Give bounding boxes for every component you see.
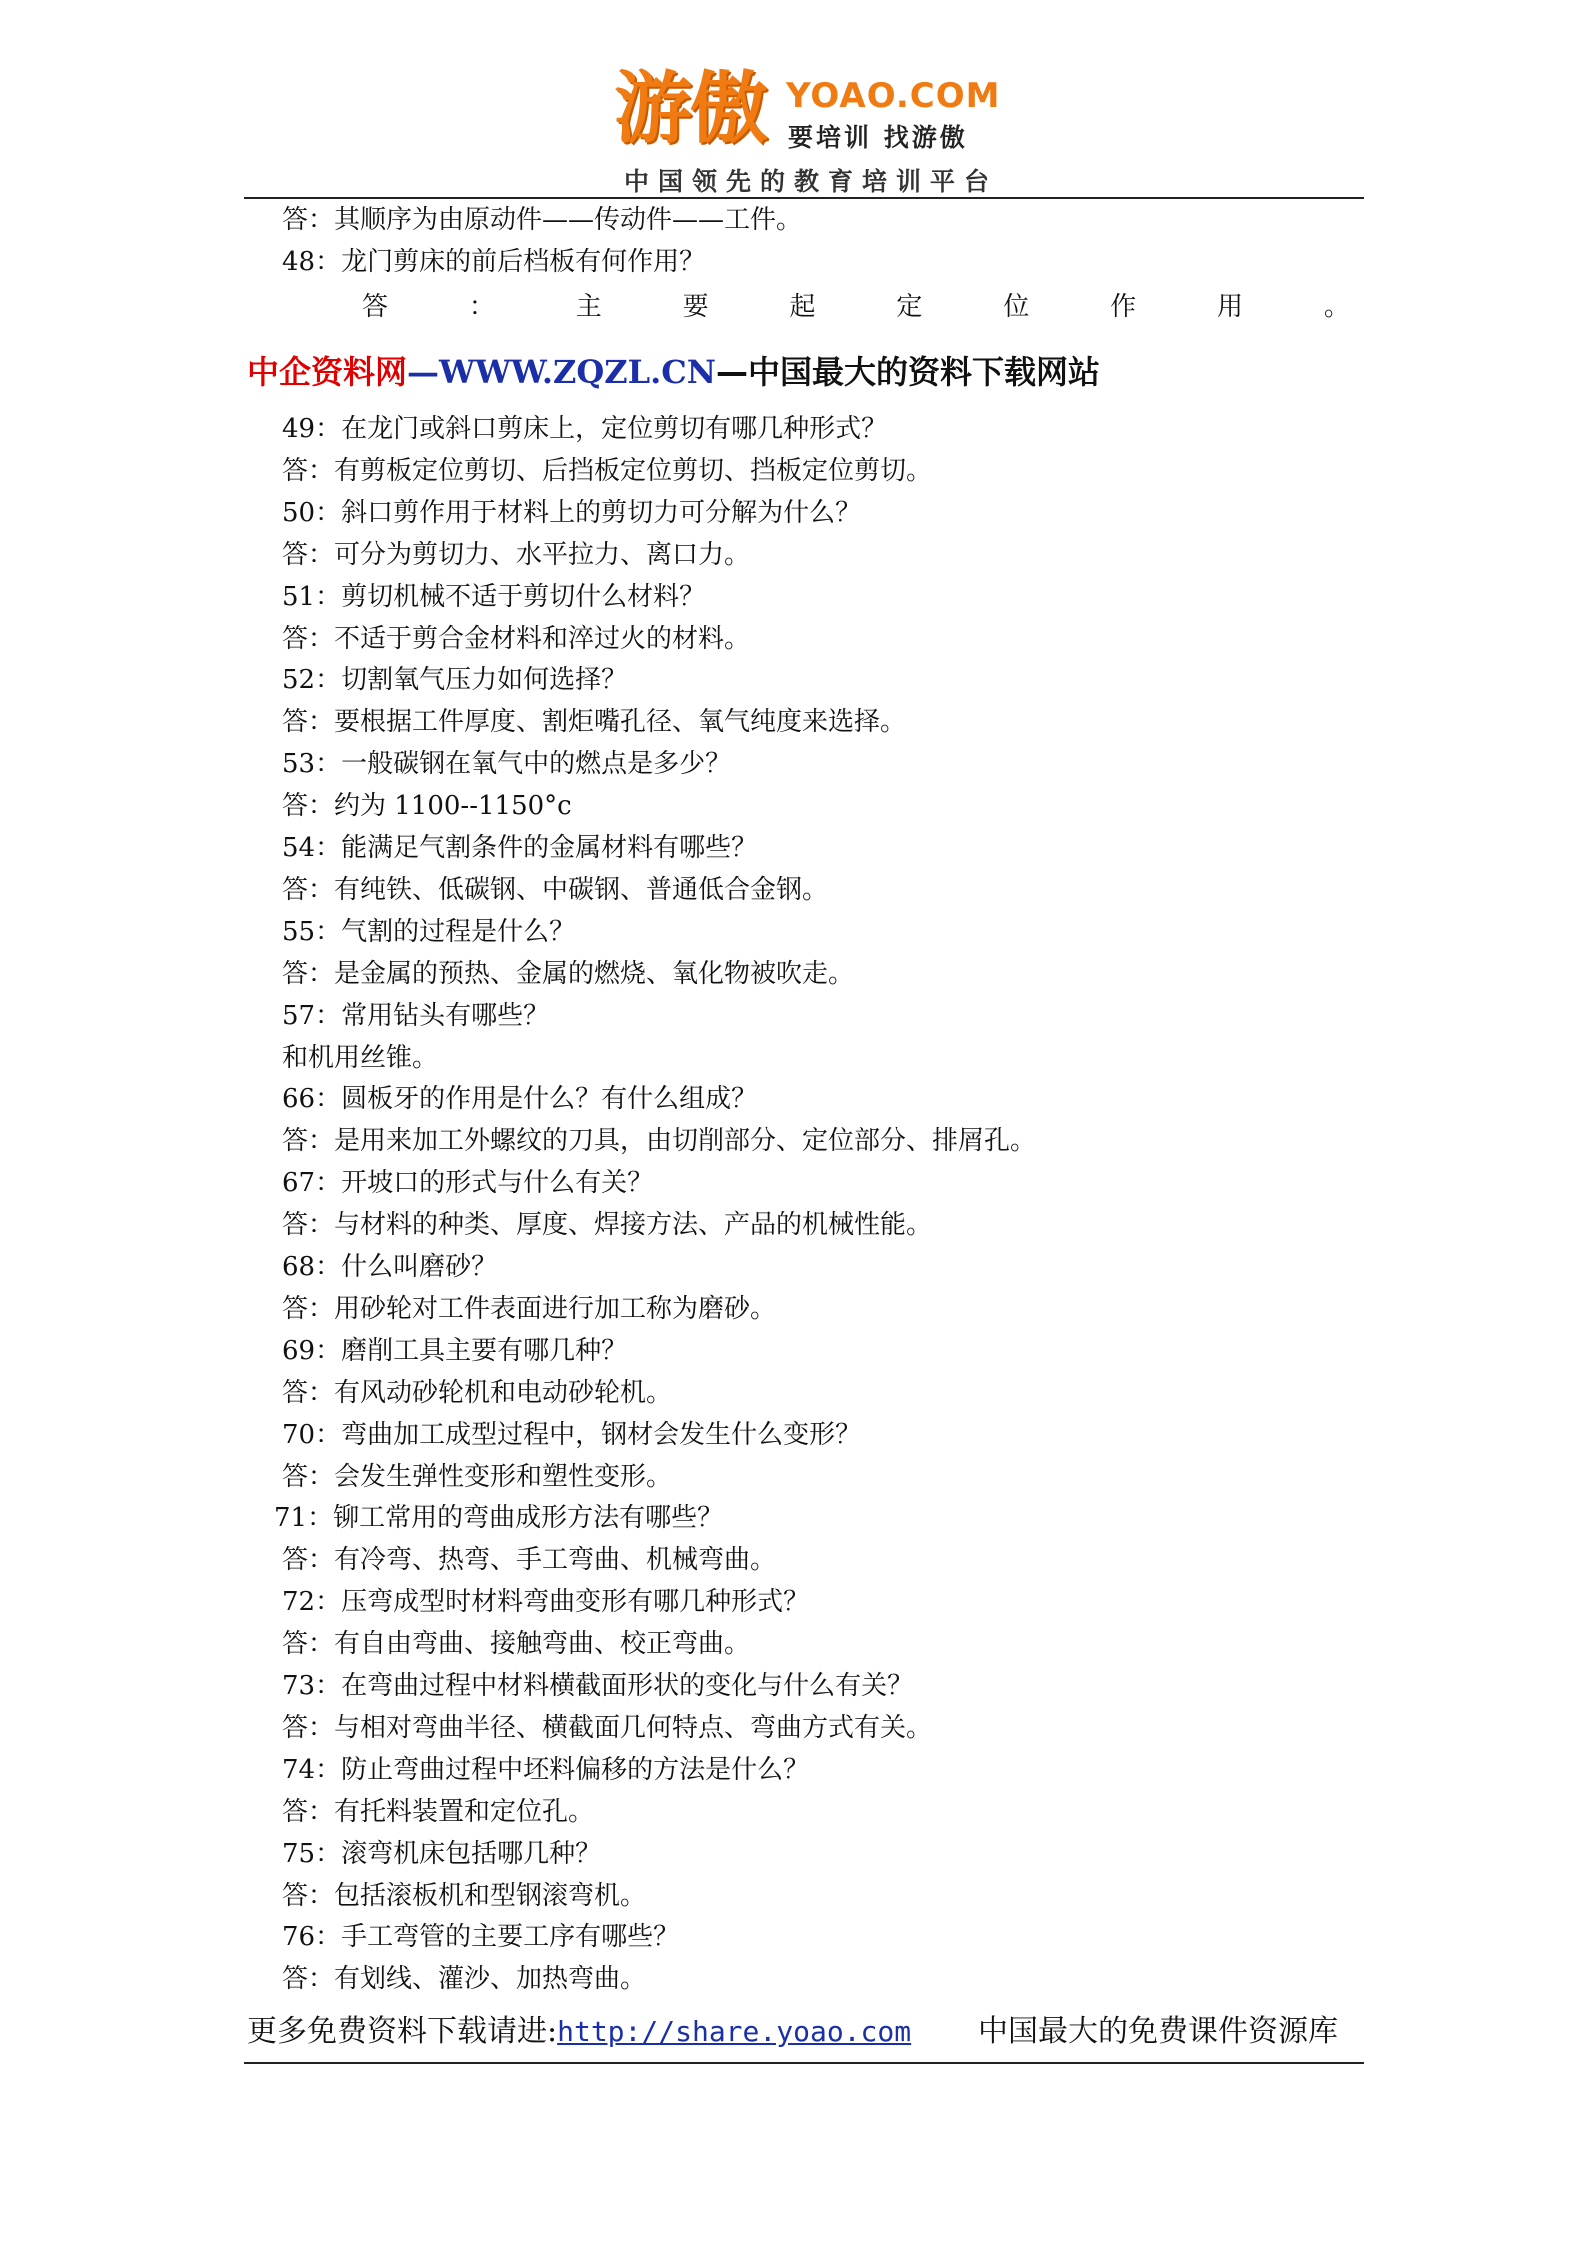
logo-brand: YOAO.COM: [786, 76, 1001, 116]
qa-line: 72：压弯成型时材料弯曲变形有哪几种形式？: [282, 1587, 810, 1617]
logo-mark: 游傲: [614, 64, 767, 154]
footer-prefix: 更多免费资料下载请进:: [247, 2014, 558, 2049]
qa-line: 答：会发生弹性变形和塑性变形。: [282, 1462, 673, 1492]
qa-line: 答：是金属的预热、金属的燃烧、氧化物被吹走。: [282, 959, 855, 989]
qa-line: 答：用砂轮对工件表面进行加工称为磨砂。: [282, 1294, 777, 1324]
spread-char: 要: [682, 292, 709, 322]
text-line: 答：其顺序为由原动件——传动件——工件。: [282, 205, 803, 235]
qa-line: 答：包括滚板机和型钢滚弯机。: [282, 1881, 647, 1911]
spread-answer: [362, 290, 1350, 324]
spread-char: 答: [362, 292, 389, 322]
spread-char: 。: [1323, 292, 1350, 322]
ad-banner[interactable]: [247, 352, 1100, 392]
qa-line: 答：是用来加工外螺纹的刀具，由切削部分、定位部分、排屑孔。: [282, 1126, 1037, 1156]
footer-link[interactable]: http://share.yoao.com: [557, 2015, 912, 2048]
qa-line: 答：有划线、灌沙、加热弯曲。: [282, 1964, 647, 1994]
qa-line: 54：能满足气割条件的金属材料有哪些？: [282, 833, 758, 863]
qa-line: 73：在弯曲过程中材料横截面形状的变化与什么有关？: [282, 1671, 914, 1701]
qa-line: 和机用丝锥。: [282, 1043, 439, 1073]
qa-line: 答：有冷弯、热弯、手工弯曲、机械弯曲。: [282, 1545, 777, 1575]
qa-line: 答：可分为剪切力、水平拉力、离口力。: [282, 540, 751, 570]
qa-line: 57：常用钻头有哪些？: [282, 1001, 550, 1031]
qa-line: 答：要根据工件厚度、割炬嘴孔径、氧气纯度来选择。: [282, 707, 907, 737]
yoao-logo: [614, 64, 1004, 200]
qa-line: 68：什么叫磨砂？: [282, 1252, 498, 1282]
logo-slogan: 要培训 找游傲: [788, 123, 968, 152]
spread-char: 用: [1217, 292, 1244, 322]
banner-site-name: 中企资料网: [247, 353, 408, 391]
qa-line: 69：磨削工具主要有哪几种？: [282, 1336, 628, 1366]
qa-line: 答：有剪板定位剪切、后挡板定位剪切、挡板定位剪切。: [282, 456, 933, 486]
qa-line: 70：弯曲加工成型过程中，钢材会发生什么变形？: [282, 1420, 862, 1450]
qa-line: 答：与相对弯曲半径、横截面几何特点、弯曲方式有关。: [282, 1713, 933, 1743]
qa-line: 66：圆板牙的作用是什么？有什么组成？: [282, 1084, 758, 1114]
qa-line: 答：与材料的种类、厚度、焊接方法、产品的机械性能。: [282, 1210, 933, 1240]
footer-rule: [244, 2062, 1364, 2064]
qa-line: 答：有纯铁、低碳钢、中碳钢、普通低合金钢。: [282, 875, 829, 905]
qa-line: 50：斜口剪作用于材料上的剪切力可分解为什么？: [282, 498, 862, 528]
spread-char: 位: [1003, 292, 1030, 322]
banner-tagline: —中国最大的资料下载网站: [715, 353, 1100, 391]
footer-right: 中国最大的免费课件资源库: [978, 2014, 1338, 2049]
banner-url[interactable]: —WWW.ZQZL.CN: [407, 353, 716, 391]
spread-char: 定: [896, 292, 923, 322]
qa-line: 答：约为 1100--1150°c: [282, 791, 572, 821]
qa-line: 答：不适于剪合金材料和淬过火的材料。: [282, 624, 751, 654]
qa-line: 76：手工弯管的主要工序有哪些？: [282, 1922, 680, 1952]
qa-line: 52：切割氧气压力如何选择？: [282, 665, 628, 695]
qa-line: 答：有自由弯曲、接触弯曲、校正弯曲。: [282, 1629, 751, 1659]
spread-char: ：: [468, 292, 495, 322]
header-rule: [244, 197, 1364, 199]
qa-line: 74：防止弯曲过程中坯料偏移的方法是什么？: [282, 1755, 810, 1785]
text-line: 48：龙门剪床的前后档板有何作用？: [282, 247, 706, 277]
spread-char: 作: [1110, 292, 1137, 322]
qa-line: 55：气割的过程是什么？: [282, 917, 576, 947]
qa-line: 53：一般碳钢在氧气中的燃点是多少？: [282, 749, 732, 779]
qa-line: 51：剪切机械不适于剪切什么材料？: [282, 582, 706, 612]
qa-line: 答：有托料装置和定位孔。: [282, 1797, 595, 1827]
qa-line: 71：铆工常用的弯曲成形方法有哪些？: [274, 1503, 724, 1533]
spread-char: 主: [575, 292, 602, 322]
spread-char: 起: [789, 292, 816, 322]
footer-left: [247, 2012, 911, 2052]
logo-tagline: 中国领先的教育培训平台: [624, 167, 999, 196]
qa-line: 67：开坡口的形式与什么有关？: [282, 1168, 654, 1198]
qa-line: 答：有风动砂轮机和电动砂轮机。: [282, 1378, 673, 1408]
qa-line: 49：在龙门或斜口剪床上，定位剪切有哪几种形式？: [282, 414, 888, 444]
qa-line: 75：滚弯机床包括哪几种？: [282, 1839, 602, 1869]
